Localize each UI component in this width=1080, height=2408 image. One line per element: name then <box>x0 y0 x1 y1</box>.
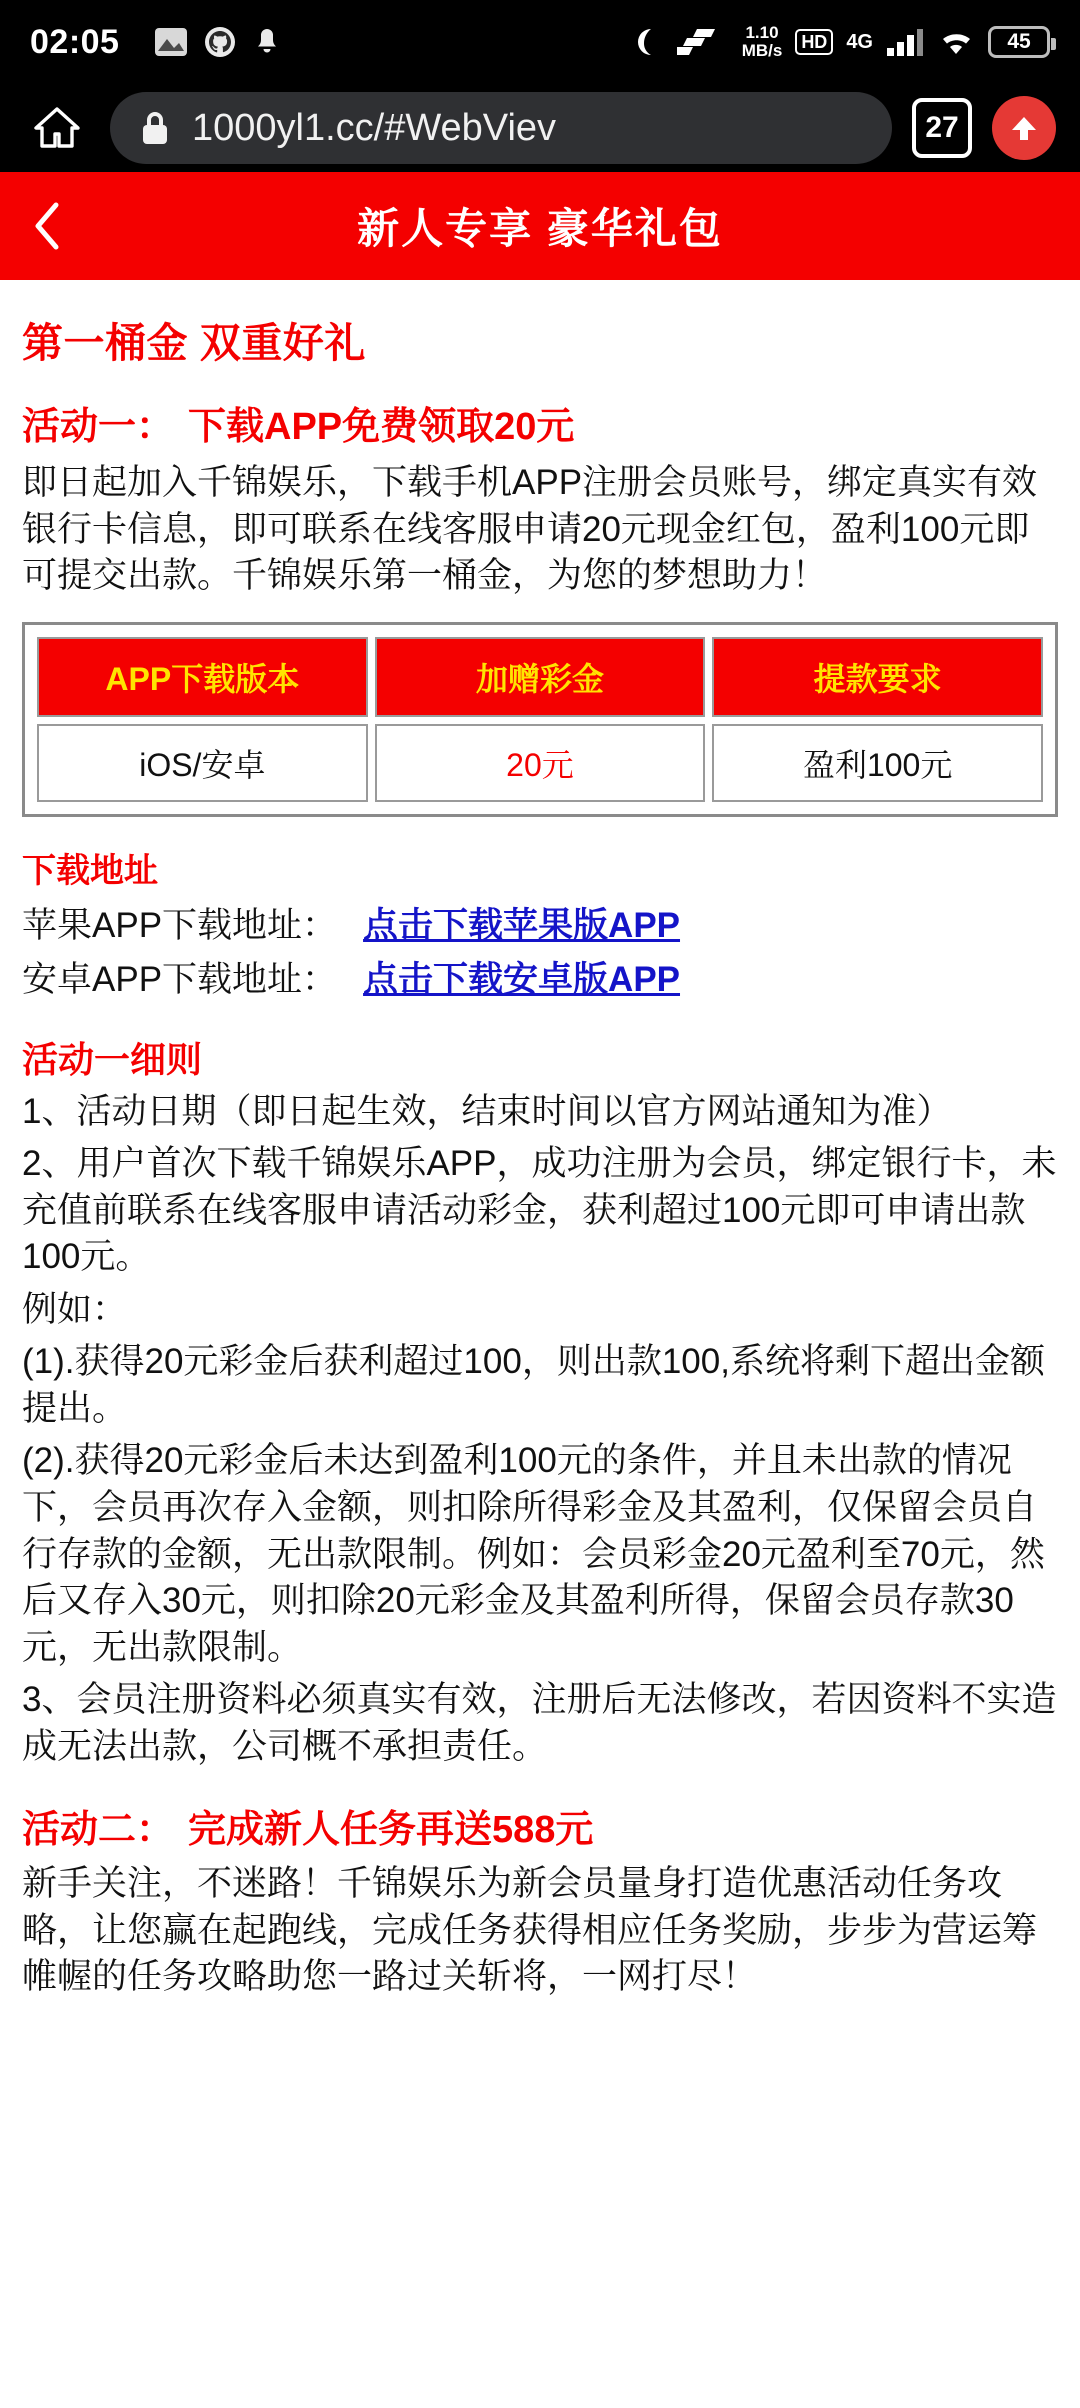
rules-item: 2、用户首次下载千锦娱乐APP，成功注册为会员，绑定银行卡，未充值前联系在线客服申请活动彩金，获利超过100元即可申请出款100元。 <box>22 1144 1057 1277</box>
download-link-ios[interactable]: 点击下载苹果版APP <box>363 905 681 945</box>
wifi-icon <box>937 27 975 57</box>
rules-item: 3、会员注册资料必须真实有效，注册后无法修改，若因资料不实造成无法出款，公司概不承担责任。 <box>22 1680 1057 1766</box>
activity1-title: 下载APP免费领取20元 <box>188 406 575 448</box>
page-header <box>0 172 1080 280</box>
table-header-cell: 加赠彩金 <box>375 637 706 717</box>
cellular-signal-icon <box>886 27 924 57</box>
rules-item: 例如： <box>22 1289 128 1329</box>
battery-level: 45 <box>1007 30 1031 53</box>
table-header-row <box>37 637 1043 717</box>
main-heading: 第一桶金 双重好礼 <box>22 320 366 366</box>
hd-badge: HD <box>795 29 833 56</box>
activity2-title: 完成新人任务再送588元 <box>188 1809 594 1852</box>
tab-count-button[interactable]: 27 <box>912 98 972 158</box>
status-right-icons <box>630 24 1050 60</box>
download-label-android: 安卓APP下载地址： <box>22 959 338 999</box>
status-clock: 02:05 <box>30 22 120 61</box>
activity2-paragraph: 新手关注，不迷路！千锦娱乐为新会员量身打造优惠活动任务攻略，让您赢在起跑线，完成任务获得相应任务奖励，步步为营运筹帷幄的任务攻略助您一路过关斩将，一网打尽！ <box>22 1864 1038 1997</box>
download-label-ios: 苹果APP下载地址： <box>22 905 338 945</box>
browser-toolbar <box>0 84 1080 172</box>
download-link-android[interactable]: 点击下载安卓版APP <box>363 959 681 999</box>
network-speed-unit: MB/s <box>741 41 783 60</box>
activity1-paragraph: 即日起加入千锦娱乐，下载手机APP注册会员账号，绑定真实有效银行卡信息，即可联系在线客服申请20元现金红包，盈利100元即可提交出款。千锦娱乐第一桶金，为您的梦想助力！ <box>22 463 1038 596</box>
download-section-title: 下载地址 <box>22 851 158 890</box>
status-bar <box>0 0 1080 84</box>
activity1-lead: 活动一： <box>22 406 175 448</box>
page-content <box>0 280 1080 2408</box>
table-cell-requirement: 盈利100元 <box>712 724 1043 802</box>
table-cell-version: iOS/安卓 <box>37 724 368 802</box>
download-row-android <box>22 952 1058 1002</box>
network-speed-value: 1.10 <box>745 23 779 43</box>
network-type-label: 4G <box>846 30 873 53</box>
table-row <box>37 724 1043 802</box>
activity1-heading <box>22 395 1058 450</box>
battery-indicator <box>988 26 1050 58</box>
lock-icon <box>138 108 172 148</box>
signal-bars-icon <box>675 27 729 57</box>
activity2-lead: 活动二： <box>22 1809 175 1852</box>
promo-table-wrapper <box>22 622 1058 817</box>
network-speed <box>742 24 783 60</box>
table-header-cell: APP下载版本 <box>37 637 368 717</box>
table-header-cell: 提款要求 <box>712 637 1043 717</box>
promo-table <box>30 630 1050 809</box>
activity2-heading <box>22 1798 1058 1853</box>
rules-title: 活动一细则 <box>22 1038 203 1080</box>
home-icon[interactable] <box>24 95 90 161</box>
image-icon <box>154 27 188 57</box>
bell-icon <box>252 26 282 58</box>
rules-item: 1、活动日期（即日起生效，结束时间以官方网站通知为准） <box>22 1091 952 1131</box>
status-notification-icons <box>154 26 282 58</box>
url-bar[interactable] <box>110 92 892 164</box>
page-title: 新人专享 豪华礼包 <box>357 205 723 252</box>
table-cell-bonus: 20元 <box>375 724 706 802</box>
download-row-ios <box>22 898 1058 948</box>
arrow-up-icon[interactable] <box>992 96 1056 160</box>
rules-item: (2).获得20元彩金后未达到盈利100元的条件，并且未出款的情况下，会员再次存入金额，则扣除所得彩金及其盈利，仅保留会员自行存款的金额，无出款限制。例如：会员彩金20元盈利至70元，然后又存入30元，则扣除20元彩金及其盈利所得，保留会员存款30元，无出款限制。 <box>22 1441 1045 1667</box>
chevron-left-icon[interactable] <box>0 199 96 253</box>
url-text: 1000yl1.cc/#WebViev <box>192 106 557 149</box>
github-icon <box>204 26 236 58</box>
rules-item: (1).获得20元彩金后获利超过100，则出款100,系统将剩下超出金额提出。 <box>22 1342 1045 1428</box>
moon-icon <box>630 26 662 58</box>
